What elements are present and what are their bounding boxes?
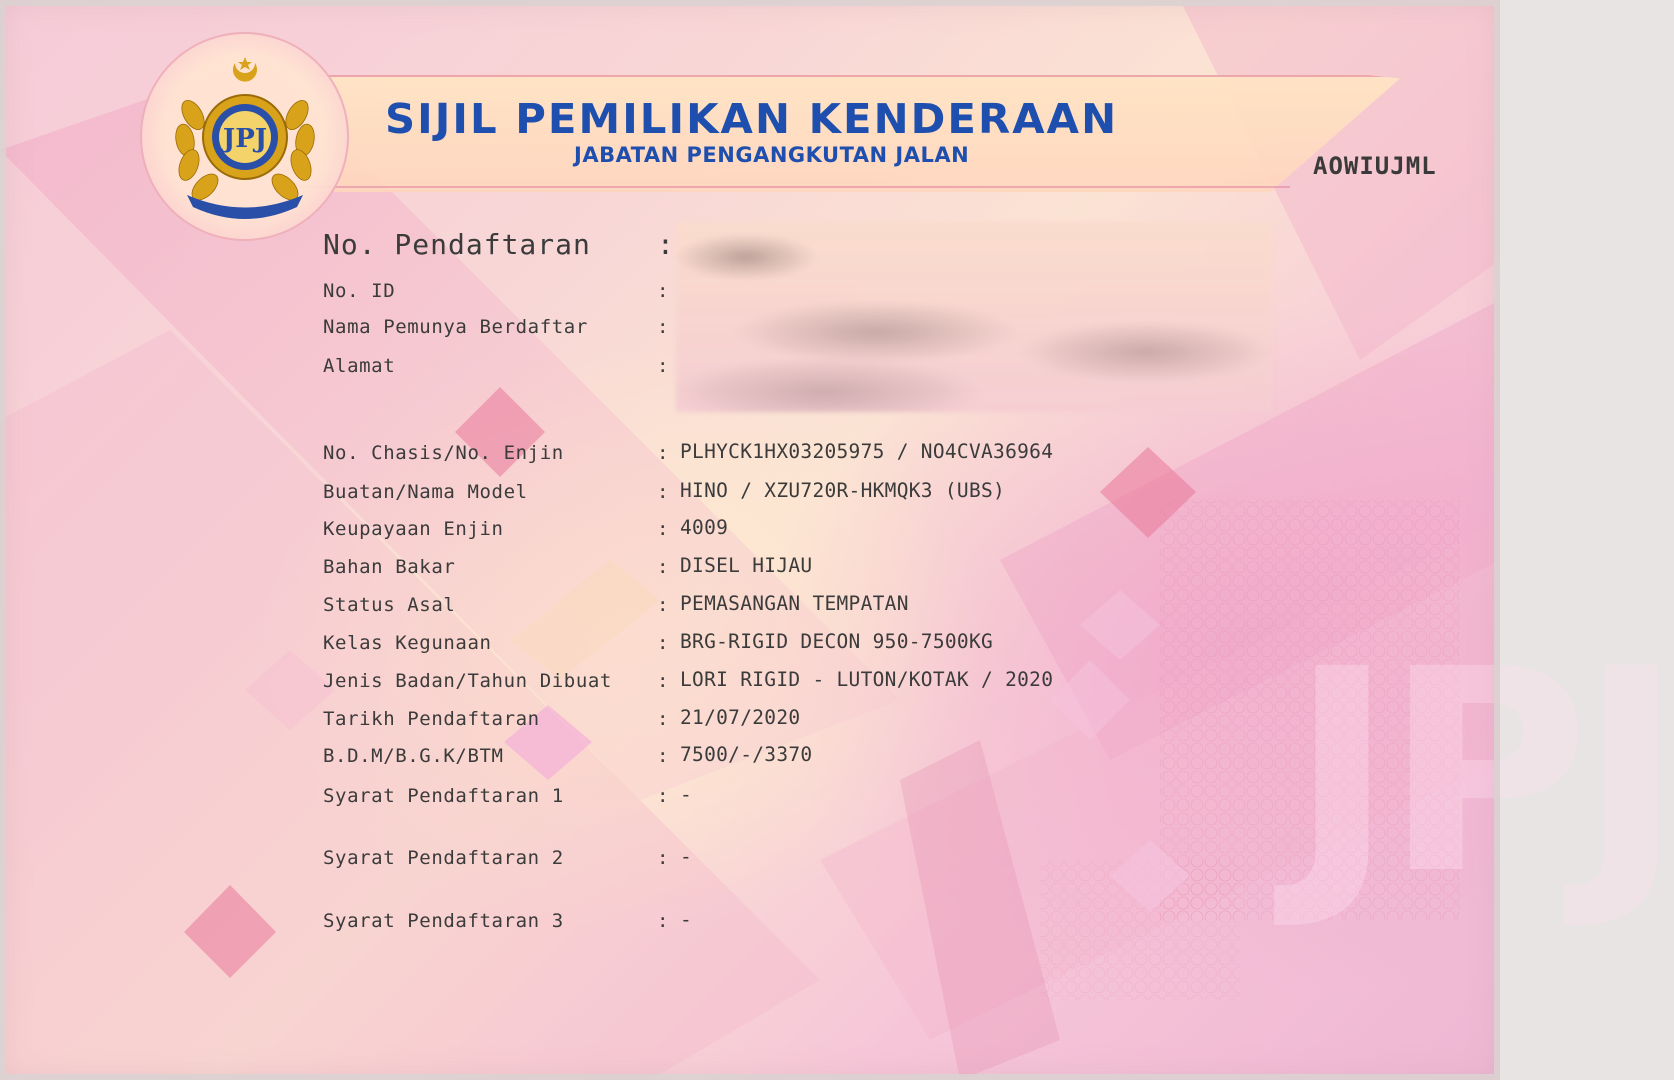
field-label: Syarat Pendaftaran 2 — [323, 847, 564, 869]
crest-initials: JPJ — [222, 124, 268, 154]
field-colon: : — [657, 594, 669, 616]
certificate-title: SIJIL PEMILIKAN KENDERAAN — [385, 95, 1119, 143]
field-label: Nama Pemunya Berdaftar — [323, 316, 588, 338]
field-label: Keupayaan Enjin — [323, 518, 504, 540]
field-value: DISEL HIJAU — [680, 554, 813, 577]
field-colon: : — [657, 355, 669, 377]
field-colon: : — [657, 632, 669, 654]
field-value: 4009 — [680, 516, 729, 539]
field-colon: : — [657, 785, 669, 807]
field-label: Status Asal — [323, 594, 456, 616]
field-colon: : — [657, 442, 669, 464]
field-label: Alamat — [323, 355, 396, 377]
field-colon: : — [657, 910, 669, 932]
field-label: No. ID — [323, 280, 396, 302]
jpj-watermark: JPJ — [1290, 610, 1674, 936]
field-value: 21/07/2020 — [680, 706, 801, 729]
field-value: - — [680, 845, 693, 868]
field-label: Tarikh Pendaftaran — [323, 708, 540, 730]
field-value: - — [680, 783, 693, 806]
field-value: BRG-RIGID DECON 950-7500KG — [680, 630, 994, 653]
jpj-crest-icon — [165, 55, 325, 220]
field-label: Kelas Kegunaan — [323, 632, 492, 654]
field-label: Syarat Pendaftaran 1 — [323, 785, 564, 807]
field-value: PEMASANGAN TEMPATAN — [680, 592, 909, 615]
field-colon: : — [657, 316, 669, 338]
field-colon: : — [657, 670, 669, 692]
field-label: B.D.M/B.G.K/BTM — [323, 745, 504, 767]
field-value: LORI RIGID - LUTON/KOTAK / 2020 — [680, 668, 1054, 691]
field-label: Buatan/Nama Model — [323, 481, 528, 503]
field-colon: : — [657, 481, 669, 503]
field-colon: : — [657, 708, 669, 730]
field-value: - — [680, 908, 693, 931]
field-label: No. Chasis/No. Enjin — [323, 442, 564, 464]
field-value: PLHYCK1HX03205975 / NO4CVA36964 — [680, 440, 1054, 463]
field-value: HINO / XZU720R-HKMQK3 (UBS) — [680, 479, 1006, 502]
field-value: 7500/-/3370 — [680, 743, 813, 766]
field-label: Bahan Bakar — [323, 556, 456, 578]
serial-number: AOWIUJML — [1313, 152, 1437, 180]
field-colon: : — [657, 228, 674, 261]
field-colon: : — [657, 745, 669, 767]
field-label: Jenis Badan/Tahun Dibuat — [323, 670, 612, 692]
field-colon: : — [657, 556, 669, 578]
issuing-authority: JABATAN PENGANGKUTAN JALAN — [574, 143, 970, 167]
redacted-owner-details — [676, 222, 1272, 412]
field-label: Syarat Pendaftaran 3 — [323, 910, 564, 932]
banner-underline — [300, 186, 1290, 188]
field-colon: : — [657, 518, 669, 540]
field-colon: : — [657, 280, 669, 302]
field-label: No. Pendaftaran — [323, 228, 591, 261]
field-colon: : — [657, 847, 669, 869]
